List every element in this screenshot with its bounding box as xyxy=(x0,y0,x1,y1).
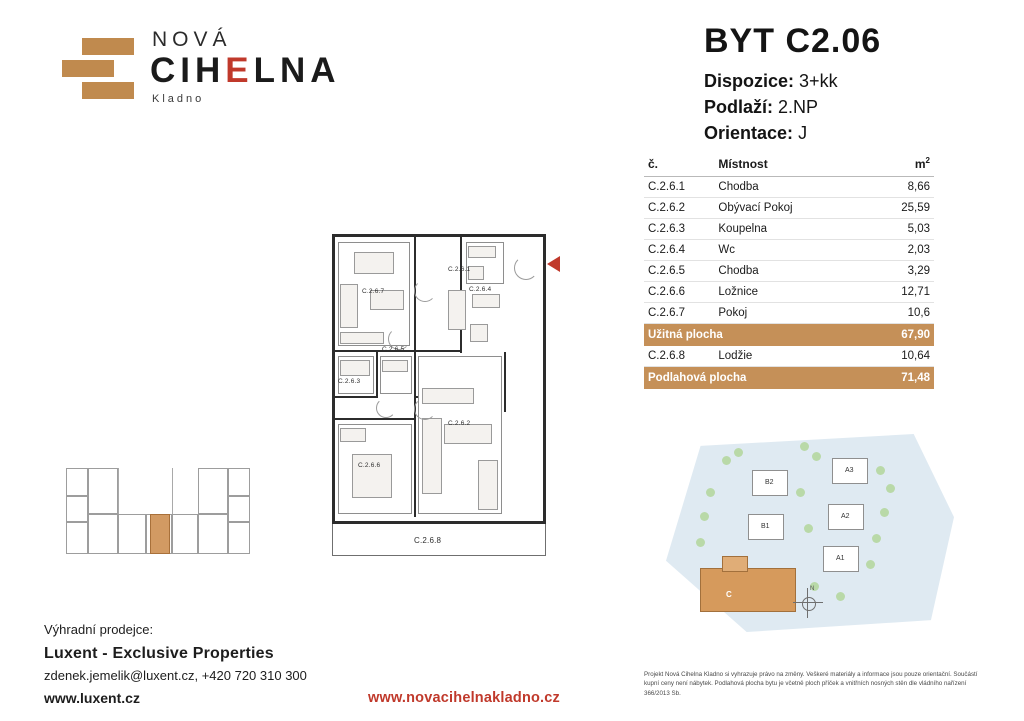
furniture-wc xyxy=(468,246,496,258)
row-code: C.2.6.6 xyxy=(648,286,686,298)
furniture-bath xyxy=(340,360,370,376)
row-area: 10,64 xyxy=(901,350,930,362)
furniture-cabinet xyxy=(340,428,366,442)
row-code: C.2.6.7 xyxy=(648,307,686,319)
floorplan-label-c263: C.2.6.3 xyxy=(338,378,361,385)
logo-line-kladno: Kladno xyxy=(152,92,205,105)
site-main-building-label: C xyxy=(726,590,732,599)
door-arc xyxy=(414,280,436,302)
row-code: C.2.6.8 xyxy=(648,350,686,362)
header-code: č. xyxy=(644,152,718,177)
row-name: Chodba xyxy=(718,265,759,277)
table-row xyxy=(644,303,934,324)
total-area-value: 71,48 xyxy=(901,372,930,384)
row-code: C.2.6.5 xyxy=(648,265,686,277)
furniture-kitchen-run xyxy=(448,290,466,330)
building-key-plan xyxy=(66,468,266,562)
unit-header xyxy=(704,22,994,149)
furniture-vanity xyxy=(382,360,408,372)
furniture-bed xyxy=(354,252,394,274)
unit-orientace-value: J xyxy=(798,123,808,143)
header-area xyxy=(873,152,934,177)
table-row xyxy=(644,261,934,282)
footer-seller-label: Výhradní prodejce: xyxy=(44,622,154,637)
site-main-building-wing xyxy=(722,556,748,572)
table-head xyxy=(644,152,934,177)
site-house-label-b1: B1 xyxy=(761,523,770,530)
total-area-row xyxy=(644,367,934,390)
row-code: C.2.6.1 xyxy=(648,181,686,193)
floorplan-label-c264: C.2.6.4 xyxy=(469,286,492,293)
footer-company-name: Luxent - Exclusive Properties xyxy=(44,645,274,662)
furniture-wardrobe xyxy=(340,284,358,328)
row-code: C.2.6.3 xyxy=(648,223,686,235)
furniture-sofa xyxy=(422,418,442,494)
table-row xyxy=(644,282,934,303)
unit-dispozice xyxy=(704,71,994,92)
door-arc xyxy=(376,398,396,418)
row-area: 10,6 xyxy=(907,307,930,319)
logo-cihelna-part-b: LNA xyxy=(253,51,341,90)
row-code: C.2.6.4 xyxy=(648,244,686,256)
logo-cihelna-accent: E xyxy=(225,51,254,90)
entry-door-arc xyxy=(514,256,538,280)
unit-podlazi xyxy=(704,97,994,118)
furniture-sink xyxy=(468,266,484,280)
unit-orientace xyxy=(704,123,994,144)
table-header-row xyxy=(644,152,934,177)
table-row xyxy=(644,177,934,198)
furniture-counter xyxy=(472,294,500,308)
site-house-label-b2: B2 xyxy=(765,479,774,486)
entrance-arrow-icon xyxy=(547,256,560,272)
site-house-label-a1: A1 xyxy=(836,555,845,562)
footer-company-website[interactable]: www.luxent.cz xyxy=(44,690,140,706)
wall-segment xyxy=(504,352,506,412)
brand-logo xyxy=(62,28,362,118)
footer-contact-details[interactable]: zdenek.jemelik@luxent.cz, +420 720 310 300 xyxy=(44,668,307,683)
floorplan-label-c265: C.2.6.5 xyxy=(382,346,405,353)
logo-text xyxy=(150,28,341,105)
table-row xyxy=(644,346,934,367)
site-main-building-c xyxy=(700,568,796,612)
door-arc xyxy=(414,398,436,420)
unit-dispozice-value: 3+kk xyxy=(799,71,838,91)
site-house-label-a2: A2 xyxy=(841,513,850,520)
row-area: 25,59 xyxy=(901,202,930,214)
logo-cihelna-part-a: CIH xyxy=(150,51,226,90)
table-body xyxy=(644,177,934,390)
compass-north-label: N xyxy=(810,586,815,592)
table-row xyxy=(644,240,934,261)
page-title: BYT C2.06 xyxy=(704,22,882,60)
unit-podlazi-value: 2.NP xyxy=(778,97,819,117)
row-area: 8,66 xyxy=(907,181,930,193)
room-schedule-table xyxy=(644,152,934,389)
furniture-double-bed xyxy=(352,454,392,498)
floorplan-label-c268: C.2.6.8 xyxy=(414,536,442,545)
row-name: Pokoj xyxy=(718,307,748,319)
furniture-sideboard xyxy=(478,460,498,510)
row-name: Ložnice xyxy=(718,286,759,298)
floor-plan xyxy=(318,228,576,558)
logo-line-cihelna xyxy=(150,53,341,90)
usable-area-row xyxy=(644,324,934,347)
compass-icon xyxy=(793,588,823,618)
site-map xyxy=(660,428,960,638)
wall-segment xyxy=(414,350,462,352)
unit-dispozice-label: Dispozice: xyxy=(704,71,795,91)
legal-disclaimer: Projekt Nová Cihelna Kladno si vyhrazuje právo na změny. Veškeré materiály a informace jsou pouze orientační. Součástí kupní ceny není nábytek. Podlahová plocha bytu je včetně ploch příček a vnitřních nosných stěn dle vládního nařízení 366/2013 Sb. xyxy=(644,671,978,697)
row-name: Chodba xyxy=(718,181,759,193)
table-row xyxy=(644,198,934,219)
furniture-shelf xyxy=(340,332,384,344)
row-area: 12,71 xyxy=(901,286,930,298)
row-name: Koupelna xyxy=(718,223,767,235)
furniture-coffee-table xyxy=(444,424,492,444)
row-name: Wc xyxy=(718,244,735,256)
wall-segment xyxy=(414,352,416,517)
usable-area-value: 67,90 xyxy=(901,329,930,341)
table-row xyxy=(644,219,934,240)
logo-line-nova: NOVÁ xyxy=(152,28,232,51)
row-area: 3,29 xyxy=(907,265,930,277)
logo-mark-icon xyxy=(62,34,134,106)
wall-segment xyxy=(332,396,378,398)
header-area-sup: 2 xyxy=(925,156,930,165)
row-area: 2,03 xyxy=(907,244,930,256)
wall-segment xyxy=(332,418,416,420)
floorplan-label-c266: C.2.6.6 xyxy=(358,462,381,469)
furniture-appliance xyxy=(470,324,488,342)
header-room: Místnost xyxy=(718,152,873,177)
floorplan-label-c262: C.2.6.2 xyxy=(448,420,471,427)
floorplan-label-c267: C.2.6.7 xyxy=(362,288,385,295)
key-plan-highlight-unit xyxy=(150,514,170,554)
header-area-text: m xyxy=(914,157,926,171)
row-code: C.2.6.2 xyxy=(648,202,686,214)
project-website-link[interactable]: www.novacihelnakladno.cz xyxy=(368,690,561,706)
unit-orientace-label: Orientace: xyxy=(704,123,794,143)
row-name: Lodžie xyxy=(718,350,753,362)
total-area-label: Podlahová plocha xyxy=(648,372,747,384)
row-name: Obývací Pokoj xyxy=(718,202,793,214)
wall-segment xyxy=(376,352,378,398)
site-house-label-a3: A3 xyxy=(845,467,854,474)
usable-area-label: Užitná plocha xyxy=(648,329,723,341)
row-area: 5,03 xyxy=(907,223,930,235)
unit-podlazi-label: Podlaží: xyxy=(704,97,774,117)
floorplan-label-c261: C.2.6.1 xyxy=(448,266,471,273)
